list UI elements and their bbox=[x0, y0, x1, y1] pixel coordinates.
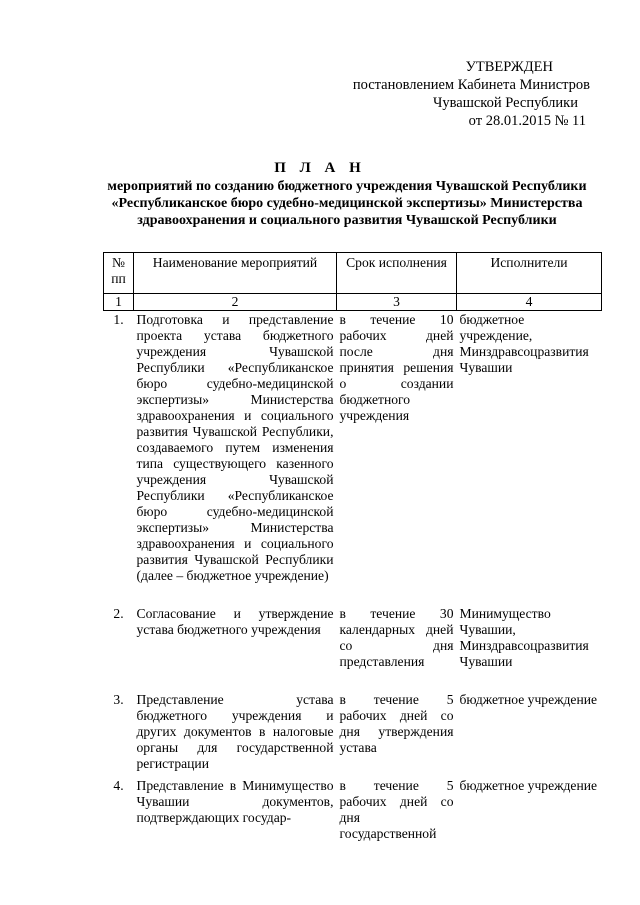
header-number: № пп bbox=[104, 253, 134, 294]
row-action: Представление устава бюджетного учреждения и других документов в налоговые органы для государственной регистрации bbox=[136, 692, 334, 771]
row-number: 3. bbox=[113, 692, 124, 707]
row-executor: бюджетное учреждение bbox=[459, 778, 598, 793]
table-row bbox=[104, 777, 602, 842]
row-action: Представление в Минимущество Чувашии документов, подтверждающих государ- bbox=[136, 778, 334, 825]
row-term: в течение 5 рабочих дней со дня утверждения устава bbox=[339, 692, 454, 755]
row-number: 2. bbox=[113, 606, 124, 621]
table-header-row bbox=[104, 253, 602, 294]
approval-title: УТВЕРЖДЕН bbox=[465, 59, 553, 75]
column-number: 2 bbox=[134, 294, 337, 311]
header-term: Срок исполнения bbox=[337, 253, 457, 294]
subtitle-line-3: здравоохранения и социального развития Чувашской Республики bbox=[137, 213, 557, 228]
document-title: П Л А Н bbox=[274, 160, 366, 176]
approval-authority: постановлением Кабинета Министров bbox=[352, 77, 590, 93]
approval-stamp bbox=[330, 58, 590, 130]
header-action: Наименование мероприятий bbox=[134, 253, 337, 294]
document-subtitle bbox=[95, 178, 599, 229]
row-term: в течение 10 рабочих дней после дня принятия решения о создании бюджетного учреждения bbox=[339, 312, 454, 423]
row-action: Подготовка и представление проекта устава бюджетного учреждения Чувашской Республики «Республиканское бюро судебно-медицинской экспертизы» Министерства здравоохранения и социального развития Чувашской Республики, создаваемого путем изменения типа существующего казенного учреждения Чувашской Республики «Республиканское бюро судебно-медицинской экспертизы» Министерства здравоохранения и социального развития Чувашской Республики (далее – бюджетное учреждение) bbox=[136, 312, 334, 583]
table-row bbox=[104, 605, 602, 691]
row-term: в течение 30 календарных дней со дня представления bbox=[339, 606, 454, 669]
row-number: 4. bbox=[113, 778, 124, 793]
approval-date-number: от 28.01.2015 № 11 bbox=[468, 113, 586, 129]
subtitle-line-2: «Республиканское бюро судебно-медицинской экспертизы» Министерства bbox=[111, 196, 583, 211]
row-action: Согласование и утверждение устава бюджетного учреждения bbox=[136, 606, 334, 637]
subtitle-line-1: мероприятий по созданию бюджетного учреждения Чувашской Республики bbox=[107, 179, 587, 194]
table-row bbox=[104, 691, 602, 777]
column-number: 4 bbox=[457, 294, 602, 311]
row-executor: бюджетное учреждение bbox=[459, 692, 598, 707]
table-row bbox=[104, 311, 602, 606]
row-term: в течение 5 рабочих дней со дня государственной bbox=[339, 778, 454, 841]
column-number: 1 bbox=[104, 294, 134, 311]
approval-republic: Чувашской Республики bbox=[432, 95, 578, 111]
row-number: 1. bbox=[113, 312, 124, 327]
column-number: 3 bbox=[337, 294, 457, 311]
header-executor: Исполнители bbox=[457, 253, 602, 294]
row-executor: бюджетное учреждение, Минздравсоцразвития Чувашии bbox=[459, 312, 589, 375]
column-numbers-row bbox=[104, 294, 602, 311]
row-executor: Минимущество Чувашии, Минздравсоцразвития Чувашии bbox=[459, 606, 589, 669]
plan-table bbox=[103, 252, 602, 842]
